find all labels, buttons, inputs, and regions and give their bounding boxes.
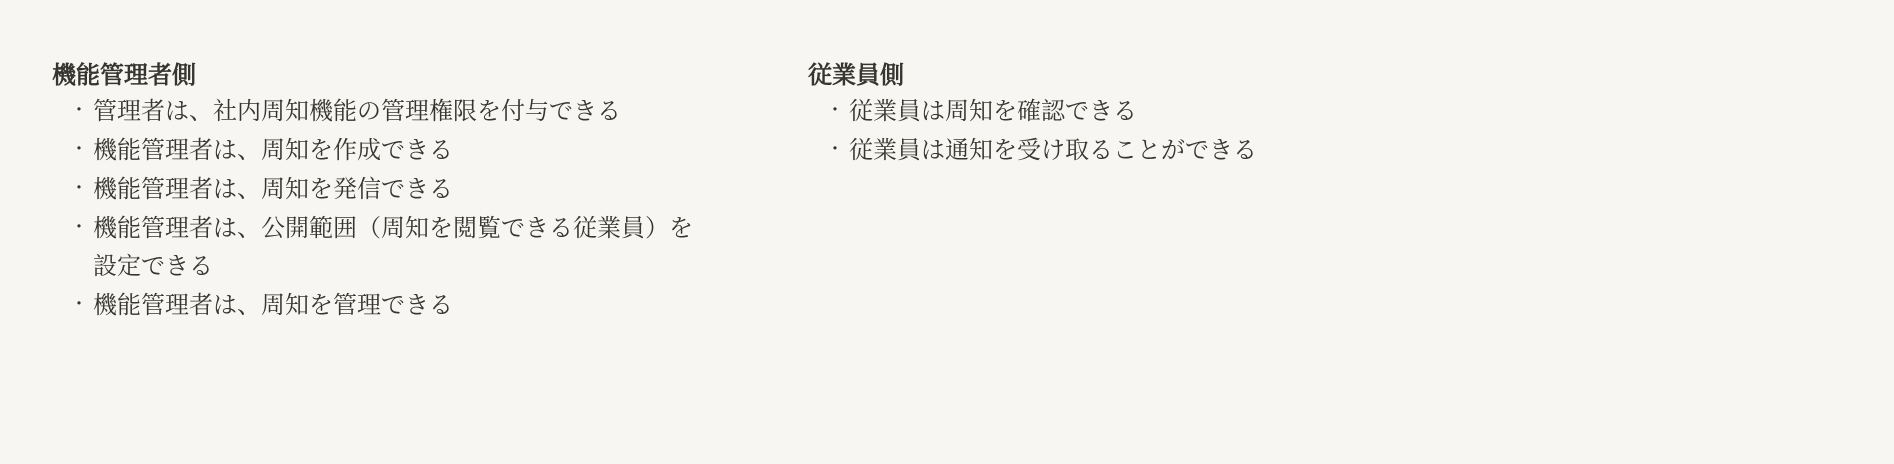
- list-item-text: 機能管理者は、周知を発信できる: [93, 175, 453, 203]
- bullet-icon: ・: [70, 178, 88, 199]
- list-item: [808, 92, 1428, 130]
- list-item: [52, 92, 712, 130]
- admin-list: [52, 92, 712, 324]
- list-item: [52, 286, 712, 324]
- list-item: [808, 131, 1428, 169]
- bullet-icon: ・: [826, 139, 844, 160]
- bullet-icon: ・: [70, 100, 88, 121]
- admin-heading: 機能管理者側: [52, 61, 196, 89]
- list-item: [52, 131, 712, 169]
- list-item-text: 従業員は通知を受け取ることができる: [849, 136, 1257, 164]
- bullet-icon: ・: [70, 294, 88, 315]
- bullet-icon: ・: [70, 217, 88, 238]
- list-item: [52, 209, 712, 285]
- admin-column: [52, 58, 712, 325]
- bullet-icon: ・: [70, 139, 88, 160]
- employee-heading: 従業員側: [808, 61, 904, 89]
- list-item: [52, 170, 712, 208]
- list-item-text: 機能管理者は、周知を管理できる: [93, 291, 453, 319]
- employee-list: [808, 92, 1428, 169]
- list-item-text: 従業員は周知を確認できる: [849, 97, 1137, 125]
- list-item-text: 管理者は、社内周知機能の管理権限を付与できる: [93, 97, 621, 125]
- list-item-text: 機能管理者は、周知を作成できる: [93, 136, 453, 164]
- employee-column: [808, 58, 1428, 170]
- bullet-icon: ・: [826, 100, 844, 121]
- list-item-text: 機能管理者は、公開範囲（周知を閲覧できる従業員）を設定できる: [93, 214, 693, 280]
